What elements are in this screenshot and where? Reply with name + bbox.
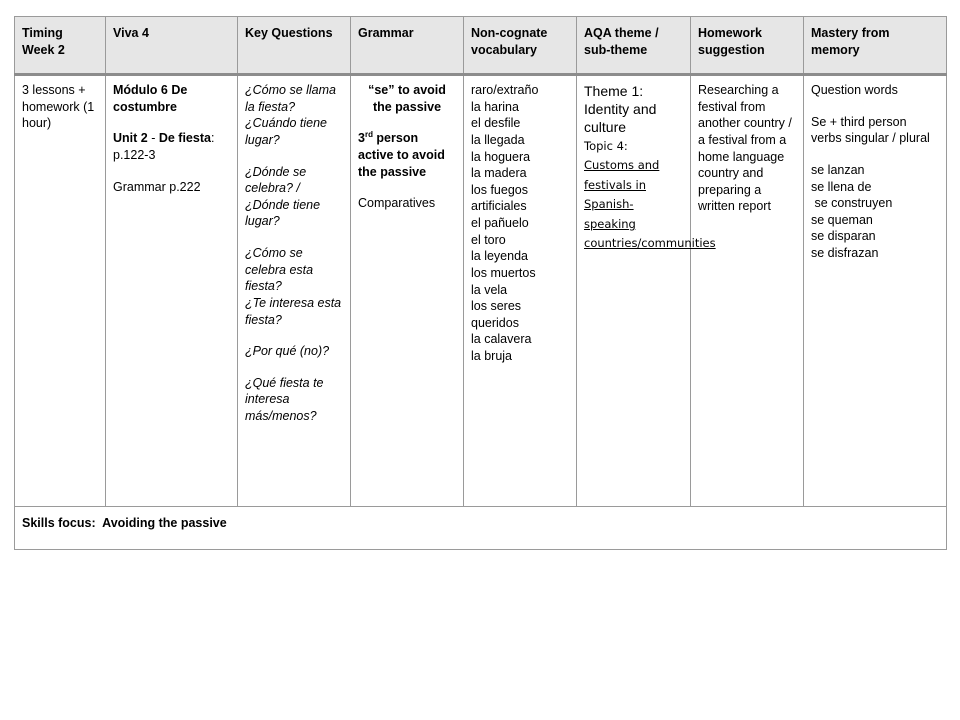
mastery-verb: se construyen [811,196,893,211]
vocab-item: la calavera [471,332,532,347]
vocab-item: la hoguera [471,149,531,164]
question: ¿Cómo se celebra esta fiesta? [245,246,314,294]
key-questions-cell [238,75,351,507]
vocab-item: el desfile [471,116,521,131]
mastery-verb: se llena de [811,179,872,194]
vocab-item: los muertos [471,265,536,280]
content-row [15,75,947,507]
vocab-item: la madera [471,166,527,181]
skills-row [15,507,947,550]
question: ¿Por qué (no)? [245,344,330,359]
aqa-topic-link[interactable]: Customs and festivals in Spanish-speaking countries/communities [584,158,716,251]
grammar-ordinal-suffix: rd [364,130,373,140]
skills-focus-cell [15,507,947,550]
viva-cell [106,75,238,507]
grammar-point-se: “se” to avoid the passive [368,83,446,114]
header-grammar: Grammar [351,17,464,75]
vocab-item: el pañuelo [471,216,529,230]
timing-text: 3 lessons + homework (1 hour) [22,83,95,131]
header-vocabulary: Non-cognate vocabulary [464,17,577,75]
header-homework: Homework suggestion [691,17,804,75]
unit-title: De fiesta [158,131,211,146]
vocab-item: los fuegos artificiales [471,182,528,214]
vocab-item: la bruja [471,349,512,363]
skills-focus-label: Skills focus: [22,516,96,530]
header-timing: Timing Week 2 [15,17,106,75]
grammar-point-comparatives: Comparatives [358,196,436,211]
lesson-plan-table [14,16,947,550]
question: ¿Dónde se celebra? / ¿Dónde tiene lugar? [245,164,321,229]
homework-cell [691,75,804,507]
mastery-verb: se lanzan [811,162,865,177]
grammar-cell [351,75,464,507]
mastery-verb: se disfrazan [811,246,879,260]
homework-text: Researching a festival from another country / a festival from a home language country and preparing a written report [698,83,792,214]
unit-page: : p.122-3 [113,131,215,162]
mastery-verb: se queman [811,212,873,227]
header-key-questions: Key Questions [238,17,351,75]
header-mastery: Mastery from memory [804,17,947,75]
question: ¿Te interesa esta fiesta? [245,295,342,327]
aqa-theme-cell [577,75,716,507]
grammar-point-third-person [358,130,456,180]
vocab-item: la leyenda [471,249,528,264]
unit-dash: - [147,131,159,146]
grammar-reference: Grammar p.222 [113,179,201,194]
mastery-question-words: Question words [811,83,898,97]
mastery-cell [804,75,947,507]
timing-cell [15,75,106,507]
question: ¿Qué fiesta te interesa más/menos? [245,375,324,423]
mastery-verb: se disparan [811,229,876,244]
header-row [15,17,947,75]
vocab-item: el toro [471,232,506,247]
unit-number: Unit 2 [113,131,148,146]
grammar-ordinal: 3 [358,131,365,146]
module-title: Módulo 6 De costumbre [113,83,188,114]
vocab-item: la harina [471,99,519,114]
vocab-item: la llegada [471,132,525,147]
vocab-item: los seres queridos [471,299,522,330]
mastery-rule: Se + third person verbs singular / plural [811,114,930,146]
skills-focus-value: Avoiding the passive [102,516,227,530]
grammar-point-text: person active to avoid the passive [358,131,445,179]
question: ¿Cuándo tiene lugar? [245,116,328,147]
question: ¿Cómo se llama la fiesta? [245,83,336,114]
header-aqa-theme: AQA theme / sub-theme [577,17,691,75]
vocab-item: la vela [471,282,508,297]
aqa-topic-label: Topic 4: [584,138,628,153]
vocabulary-cell [464,75,577,507]
aqa-theme: Theme 1: Identity and culture [584,83,657,136]
header-viva: Viva 4 [106,17,238,75]
unit-line [113,130,230,163]
vocab-item: raro/extraño [471,83,539,97]
